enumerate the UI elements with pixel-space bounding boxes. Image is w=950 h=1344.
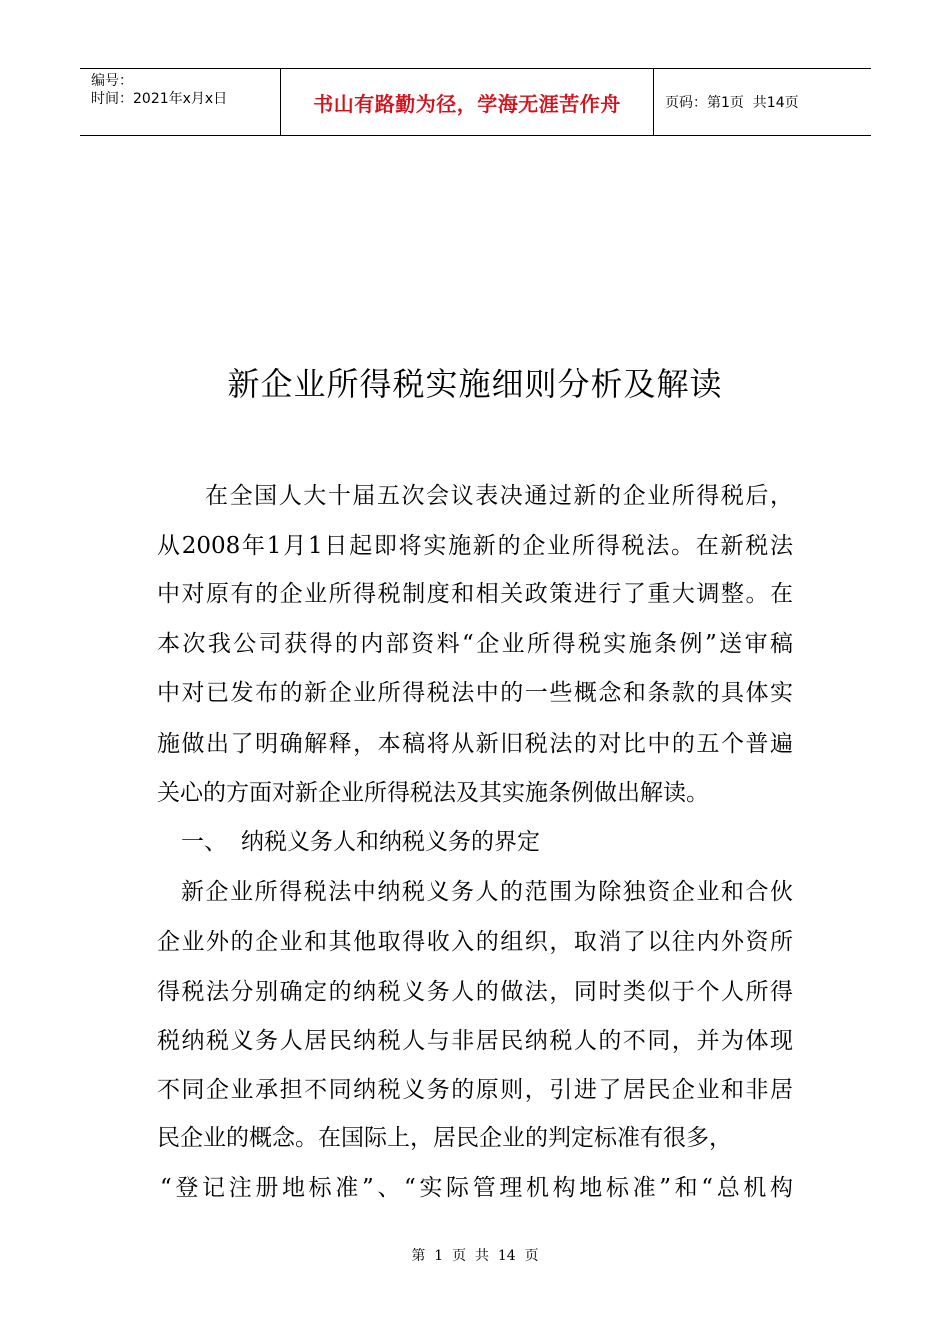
document-number-label: 编号：	[91, 73, 133, 89]
paragraph-line: 中对已发布的新企业所得税法中的一些概念和条款的具体实	[157, 680, 793, 706]
paragraph-line: 本次我公司获得的内部资料“企业所得税实施条例”送审稿	[157, 631, 793, 657]
document-title: 新企业所得税实施细则分析及解读	[227, 365, 723, 403]
header-page-info: 页码：第1页 共14页	[665, 95, 799, 111]
paragraph-line: 施做出了明确解释，本稿将从新旧税法的对比中的五个普遍	[157, 731, 793, 757]
paragraph-line: 民企业的概念。在国际上，居民企业的判定标准有很多，	[157, 1125, 732, 1151]
paragraph-line: 新企业所得税法中纳税义务人的范围为除独资企业和合伙	[181, 879, 793, 905]
paragraph-line: 在全国人大十届五次会议表决通过新的企业所得税后，	[205, 483, 793, 509]
paragraph-line: 企业外的企业和其他取得收入的组织，取消了以往内外资所	[157, 929, 793, 955]
paragraph-line: 得税法分别确定的纳税义务人的做法，同时类似于个人所得	[157, 979, 793, 1005]
section-number: 一、	[181, 829, 227, 855]
header-meta-cell	[80, 69, 281, 135]
paragraph-line: 从2008年1月1日起即将实施新的企业所得税法。在新税法	[157, 533, 793, 559]
header-motto-cell	[281, 69, 654, 135]
section-heading	[181, 826, 540, 858]
paragraph-line: 税纳税义务人居民纳税人与非居民纳税人的不同，并为体现	[157, 1028, 793, 1054]
header-motto: 书山有路勤为径，学海无涯苦作舟	[313, 91, 621, 116]
section-heading-text: 纳税义务人和纳税义务的界定	[241, 829, 540, 855]
document-header-table	[80, 68, 871, 136]
page-footer: 第 1 页 共 14 页	[411, 1248, 539, 1264]
paragraph-line: “登记注册地标准”、“实际管理机构地标准”和“总机构	[160, 1175, 793, 1201]
paragraph-line: 中对原有的企业所得税制度和相关政策进行了重大调整。在	[157, 581, 793, 607]
header-page-cell	[654, 69, 871, 135]
paragraph-line: 关心的方面对新企业所得税法及其实施条例做出解读。	[157, 780, 709, 806]
paragraph-line: 不同企业承担不同纳税义务的原则，引进了居民企业和非居	[157, 1077, 793, 1103]
document-time-label: 时间：2021年x月x日	[91, 91, 228, 107]
